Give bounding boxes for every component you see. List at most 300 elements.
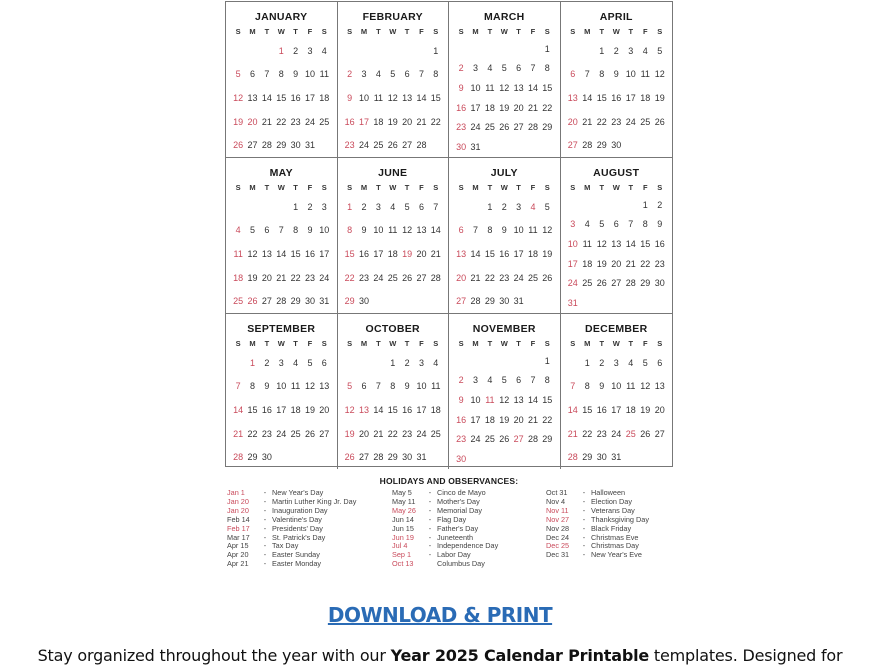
day-cell: 26 — [596, 278, 607, 289]
day-cell: 25 — [373, 140, 384, 151]
day-cell: 21 — [527, 102, 538, 113]
day-cell: 25 — [527, 272, 538, 283]
day-cell: 7 — [235, 381, 241, 392]
day-cell: 11 — [388, 225, 398, 236]
day-cell: 10 — [470, 395, 481, 406]
week-row — [454, 415, 555, 425]
day-cell: 14 — [625, 239, 636, 250]
day-cell: 12 — [499, 83, 510, 94]
day-cell: 18 — [625, 404, 636, 415]
day-cell: 19 — [640, 404, 651, 415]
day-cell: 18 — [319, 92, 330, 103]
day-cell: 5 — [390, 69, 396, 80]
day-cell: 23 — [456, 434, 467, 445]
week-row — [566, 452, 668, 462]
day-cell: 2 — [657, 199, 663, 210]
day-cell: 12 — [233, 92, 244, 103]
day-cell: 15 — [640, 239, 651, 250]
day-cell — [653, 298, 668, 308]
weekday-header: S — [235, 183, 241, 192]
day-cell: 19 — [499, 414, 510, 425]
day-cell: 14 — [567, 404, 578, 415]
day-cell: 5 — [347, 381, 353, 392]
day-cell: 30 — [456, 142, 467, 153]
holiday-dash: - — [428, 496, 432, 506]
holiday-dash: - — [428, 488, 432, 497]
weekday-header: S — [544, 339, 550, 348]
day-cell: 25 — [430, 428, 441, 439]
day-cell: 5 — [544, 201, 550, 212]
day-cell: 17 — [567, 258, 578, 269]
weekday-header: W — [277, 339, 285, 348]
day-cell: 7 — [264, 69, 270, 80]
day-cell: 4 — [530, 201, 536, 212]
day-cell — [511, 454, 525, 464]
day-cell: 30 — [499, 296, 510, 307]
day-cell: 24 — [304, 116, 315, 127]
day-cell: 2 — [307, 201, 313, 212]
day-cell: 12 — [402, 225, 413, 236]
weeks — [231, 195, 332, 313]
day-cell: 28 — [582, 140, 593, 151]
day-cell: 13 — [567, 92, 578, 103]
weekday-header: F — [307, 27, 313, 36]
week-row — [566, 278, 668, 288]
day-cell: 30 — [290, 140, 301, 151]
day-cell: 10 — [625, 69, 636, 80]
weekday-header: S — [433, 339, 439, 348]
week-row — [343, 405, 444, 415]
day-cell: 7 — [628, 219, 634, 230]
day-cell — [624, 140, 639, 150]
day-cell — [245, 46, 259, 56]
day-cell: 10 — [359, 92, 370, 103]
day-cell: 18 — [290, 404, 301, 415]
day-cell: 7 — [433, 201, 439, 212]
weekday-header: W — [612, 183, 620, 192]
day-cell: 2 — [599, 357, 605, 368]
day-cell: 15 — [582, 404, 593, 415]
day-cell: 28 — [527, 122, 538, 133]
holiday-name: Easter Monday — [272, 559, 322, 569]
day-cell: 19 — [233, 116, 244, 127]
day-cell: 8 — [278, 69, 284, 80]
day-cell: 10 — [373, 225, 384, 236]
holiday-date: Nov 4 — [546, 496, 566, 506]
day-cell: 19 — [247, 272, 258, 283]
week-row — [231, 429, 332, 439]
day-cell: 5 — [599, 219, 605, 230]
day-cell: 8 — [293, 225, 299, 236]
day-cell — [468, 202, 482, 212]
day-cell: 17 — [625, 92, 636, 103]
day-cell: 30 — [611, 140, 622, 151]
day-cell — [653, 140, 668, 150]
intro-text-before: Stay organized throughout the year with our — [37, 646, 391, 665]
day-cell: 24 — [319, 272, 330, 283]
weekday-header: S — [321, 339, 327, 348]
day-cell: 18 — [527, 248, 538, 259]
day-cell: 21 — [416, 116, 427, 127]
weekday-header: S — [235, 27, 241, 36]
holiday-date: Oct 13 — [392, 559, 414, 569]
month-title: OCTOBER — [365, 323, 420, 335]
week-row — [231, 381, 332, 391]
day-cell: 11 — [485, 395, 495, 406]
day-cell: 13 — [456, 248, 467, 259]
week-row — [454, 434, 555, 444]
weekday-header-row — [231, 339, 332, 351]
weekday-header: S — [347, 339, 353, 348]
weeks — [343, 195, 444, 313]
day-cell: 14 — [261, 92, 272, 103]
day-cell — [483, 356, 497, 366]
week-row — [231, 358, 332, 368]
day-cell: 26 — [654, 116, 665, 127]
day-cell: 22 — [387, 428, 398, 439]
day-cell — [595, 298, 610, 308]
day-cell — [566, 358, 581, 368]
day-cell: 27 — [247, 140, 258, 151]
day-cell: 28 — [430, 272, 441, 283]
month-title: DECEMBER — [585, 323, 648, 335]
day-cell: 18 — [387, 248, 398, 259]
weekday-header: T — [487, 27, 493, 36]
day-cell: 30 — [359, 296, 370, 307]
day-cell: 13 — [402, 92, 413, 103]
day-cell: 26 — [402, 272, 413, 283]
day-cell: 10 — [276, 381, 287, 392]
day-cell: 15 — [290, 248, 301, 259]
day-cell: 31 — [319, 296, 330, 307]
holiday-date: Nov 27 — [546, 514, 570, 524]
day-cell: 5 — [642, 357, 648, 368]
holiday-date: Jan 1 — [227, 488, 245, 497]
day-cell: 24 — [276, 428, 287, 439]
day-cell: 24 — [611, 428, 622, 439]
holiday-name: Christmas Day — [591, 541, 639, 551]
holiday-dash: - — [582, 505, 586, 515]
day-cell: 14 — [470, 248, 481, 259]
day-cell: 23 — [596, 428, 607, 439]
day-cell: 9 — [613, 69, 619, 80]
holiday-date: Apr 20 — [227, 550, 249, 560]
holiday-name: Veterans Day — [591, 505, 635, 515]
day-cell: 17 — [470, 102, 481, 113]
week-row — [231, 117, 332, 127]
day-cell: 29 — [640, 278, 651, 289]
week-row — [231, 93, 332, 103]
holiday-name: Black Friday — [591, 523, 632, 533]
day-cell: 30 — [456, 454, 467, 465]
day-cell: 16 — [304, 248, 315, 259]
day-cell: 27 — [402, 140, 413, 151]
month-title: AUGUST — [593, 167, 640, 179]
week-row — [566, 358, 668, 368]
day-cell: 10 — [416, 381, 427, 392]
weekday-header: F — [642, 27, 648, 36]
day-cell — [468, 454, 482, 464]
day-cell: 12 — [387, 92, 398, 103]
day-cell: 28 — [373, 452, 384, 463]
day-cell: 15 — [542, 395, 553, 406]
day-cell: 3 — [613, 357, 619, 368]
weekday-header: M — [360, 183, 368, 192]
week-row — [454, 395, 555, 405]
day-cell: 17 — [304, 92, 315, 103]
weekday-header: T — [293, 339, 298, 348]
weekday-header: F — [419, 27, 424, 36]
holiday-dash: - — [263, 550, 267, 560]
day-cell: 17 — [470, 414, 481, 425]
day-cell: 4 — [293, 357, 299, 368]
day-cell: 15 — [596, 92, 607, 103]
day-cell: 5 — [235, 69, 241, 80]
day-cell: 12 — [247, 248, 258, 259]
day-cell: 7 — [570, 381, 576, 392]
day-cell — [483, 44, 497, 54]
holiday-date: Oct 31 — [546, 488, 568, 497]
day-cell — [609, 298, 624, 308]
day-cell: 21 — [373, 428, 384, 439]
month-title: JULY — [490, 167, 518, 179]
day-cell: 11 — [640, 69, 650, 80]
day-cell: 28 — [261, 140, 272, 151]
weekday-header: S — [544, 183, 550, 192]
weekday-header: W — [389, 183, 397, 192]
weekday-header: T — [293, 183, 298, 192]
day-cell: 14 — [233, 404, 244, 415]
week-row — [566, 117, 668, 127]
holiday-dash: - — [263, 523, 267, 533]
day-cell: 22 — [430, 116, 441, 127]
weekday-header: S — [321, 27, 327, 36]
weekday-header-row — [454, 27, 555, 39]
day-cell — [468, 44, 482, 54]
day-cell — [566, 46, 581, 56]
day-cell — [580, 298, 595, 308]
day-cell — [609, 200, 624, 210]
day-cell: 10 — [611, 381, 622, 392]
day-cell — [511, 44, 525, 54]
day-cell: 6 — [250, 69, 256, 80]
holiday-dash: - — [428, 550, 432, 560]
download-print-link[interactable]: DOWNLOAD & PRINT — [327, 603, 553, 627]
holiday-dash: - — [428, 514, 432, 524]
week-row — [454, 356, 555, 366]
month-april — [561, 2, 673, 158]
holiday-date: Dec 25 — [546, 541, 570, 551]
day-cell: 23 — [611, 116, 622, 127]
holiday-name: Valentine's Day — [272, 514, 322, 524]
day-cell: 9 — [657, 219, 663, 230]
day-cell: 17 — [276, 404, 287, 415]
day-cell: 23 — [304, 272, 315, 283]
day-cell: 8 — [390, 381, 396, 392]
day-cell: 11 — [582, 239, 592, 250]
day-cell: 28 — [233, 452, 244, 463]
day-cell: 3 — [307, 45, 313, 56]
day-cell: 4 — [235, 225, 241, 236]
day-cell — [357, 358, 371, 368]
day-cell: 19 — [344, 428, 355, 439]
day-cell: 24 — [470, 434, 481, 445]
holiday-date: Apr 21 — [227, 559, 249, 569]
month-may — [226, 158, 338, 314]
week-row — [566, 381, 668, 391]
day-cell: 25 — [233, 296, 244, 307]
day-cell: 13 — [319, 381, 330, 392]
weeks — [454, 195, 555, 313]
day-cell: 26 — [247, 296, 258, 307]
day-cell: 27 — [611, 278, 622, 289]
day-cell — [540, 142, 554, 152]
weekday-header: M — [584, 27, 591, 36]
day-cell: 1 — [293, 201, 299, 212]
month-september — [226, 314, 338, 469]
day-cell — [526, 356, 540, 366]
day-cell: 17 — [513, 248, 524, 259]
day-cell — [468, 356, 482, 366]
weekday-header: M — [472, 183, 479, 192]
holiday-name: Independence Day — [437, 541, 499, 551]
day-cell: 20 — [359, 428, 370, 439]
month-august — [561, 158, 673, 314]
day-cell: 24 — [416, 428, 427, 439]
holiday-date: Jun 15 — [392, 523, 414, 533]
holiday-dash: - — [428, 532, 432, 542]
day-cell: 8 — [544, 63, 550, 74]
day-cell: 3 — [278, 357, 284, 368]
day-cell: 6 — [321, 357, 327, 368]
weekday-header: T — [628, 27, 634, 36]
week-row — [454, 83, 555, 93]
day-cell: 22 — [276, 116, 287, 127]
day-cell: 2 — [293, 45, 299, 56]
day-cell: 27 — [513, 434, 524, 445]
weekday-header: W — [277, 183, 285, 192]
day-cell: 5 — [501, 63, 507, 74]
week-row — [454, 142, 555, 152]
weekday-header: F — [530, 183, 536, 192]
weekday-header: M — [584, 183, 591, 192]
day-cell: 19 — [499, 102, 510, 113]
day-cell — [231, 202, 245, 212]
day-cell — [624, 452, 639, 462]
weekday-header: T — [487, 339, 493, 348]
day-cell: 2 — [264, 357, 270, 368]
weekday-header: S — [347, 183, 353, 192]
weeks — [343, 351, 444, 469]
week-row — [566, 219, 668, 229]
day-cell: 1 — [584, 357, 590, 368]
month-title: MAY — [269, 167, 293, 179]
day-cell: 7 — [530, 375, 536, 386]
holiday-date: Feb 14 — [227, 514, 250, 524]
weeks — [454, 39, 555, 157]
day-cell — [595, 200, 610, 210]
holiday-name: Mother's Day — [437, 496, 480, 506]
day-cell: 21 — [261, 116, 272, 127]
day-cell: 21 — [582, 116, 593, 127]
holiday-dash: - — [582, 532, 586, 542]
day-cell: 23 — [456, 122, 467, 133]
day-cell: 15 — [344, 248, 355, 259]
week-row — [231, 69, 332, 79]
day-cell: 21 — [567, 428, 578, 439]
day-cell: 6 — [361, 381, 367, 392]
day-cell: 18 — [233, 272, 244, 283]
week-row — [566, 46, 668, 56]
weekday-header: T — [376, 339, 381, 348]
weekday-header: T — [264, 183, 270, 192]
holiday-dash: - — [263, 541, 267, 551]
holiday-date: May 26 — [392, 505, 416, 515]
weekday-header: F — [642, 339, 648, 348]
day-cell: 26 — [304, 428, 315, 439]
day-cell: 23 — [290, 116, 301, 127]
day-cell: 12 — [344, 404, 355, 415]
holiday-dash: - — [428, 523, 432, 533]
weekday-header: W — [500, 27, 508, 36]
day-cell: 9 — [458, 83, 464, 94]
week-row — [343, 225, 444, 235]
day-cell: 22 — [640, 258, 651, 269]
day-cell: 8 — [347, 225, 353, 236]
weekday-header-row — [343, 339, 444, 351]
day-cell: 29 — [290, 296, 301, 307]
weekday-header: T — [404, 339, 410, 348]
day-cell: 13 — [513, 395, 524, 406]
holiday-date: Nov 11 — [546, 505, 569, 515]
month-march — [449, 2, 561, 158]
week-row — [343, 46, 444, 56]
day-cell: 1 — [390, 357, 396, 368]
day-cell: 17 — [319, 248, 330, 259]
day-cell: 7 — [584, 69, 590, 80]
day-cell — [526, 142, 540, 152]
day-cell: 17 — [373, 248, 384, 259]
day-cell: 16 — [654, 239, 665, 250]
holiday-name: Halloween — [591, 488, 626, 497]
day-cell: 20 — [456, 272, 467, 283]
day-cell: 25 — [484, 434, 495, 445]
day-cell — [288, 452, 302, 462]
weekday-header-row — [343, 27, 444, 39]
weekday-header: F — [307, 339, 313, 348]
holiday-date: Dec 24 — [546, 532, 570, 542]
week-row — [343, 140, 444, 150]
day-cell: 2 — [404, 357, 410, 368]
day-cell: 16 — [402, 404, 413, 415]
day-cell: 8 — [642, 219, 648, 230]
day-cell: 24 — [359, 140, 370, 151]
day-cell: 25 — [484, 122, 495, 133]
week-row — [454, 122, 555, 132]
holiday-date: May 5 — [392, 488, 412, 497]
day-cell: 8 — [584, 381, 590, 392]
day-cell: 23 — [359, 272, 370, 283]
weekday-header: M — [360, 27, 368, 36]
weekday-header: T — [599, 183, 605, 192]
holiday-date: Sep 1 — [392, 550, 412, 560]
day-cell — [526, 296, 540, 306]
week-row — [343, 202, 444, 212]
day-cell: 19 — [654, 92, 665, 103]
day-cell: 5 — [307, 357, 313, 368]
day-cell: 4 — [433, 357, 439, 368]
weekday-header: W — [389, 27, 397, 36]
